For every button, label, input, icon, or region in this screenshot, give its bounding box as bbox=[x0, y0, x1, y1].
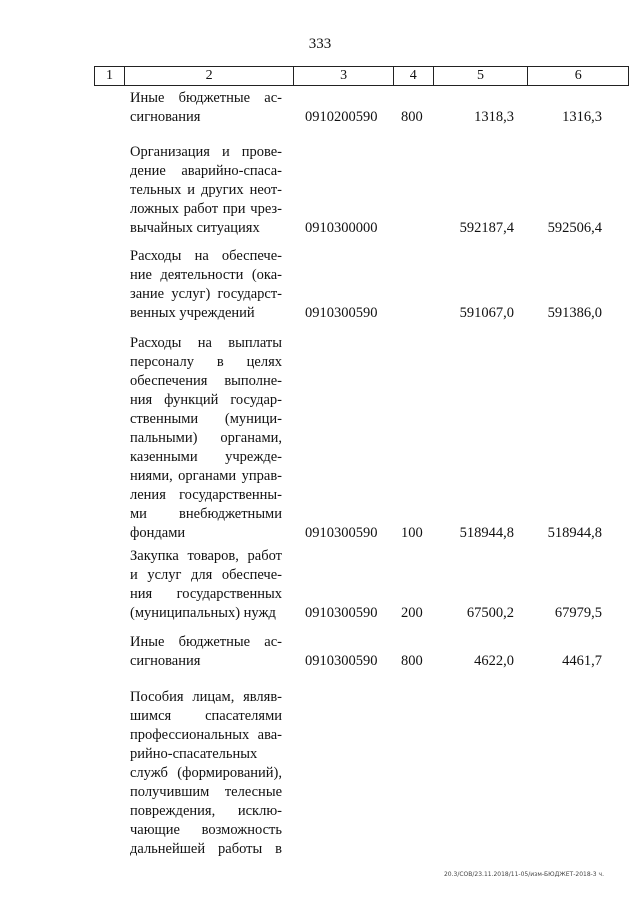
amount-col5: 591067,0 bbox=[459, 305, 514, 321]
description-line: чающие возможность bbox=[130, 822, 282, 838]
amount-col6: 518944,8 bbox=[547, 525, 602, 541]
header-col-2: 2 bbox=[125, 67, 294, 85]
description-line: Иные бюджетные ас- bbox=[130, 634, 282, 650]
expense-type: 100 bbox=[401, 525, 423, 541]
description-line: ления государственны- bbox=[130, 487, 282, 503]
description-line: рийно-спасательных bbox=[130, 746, 258, 762]
amount-col5: 592187,4 bbox=[459, 220, 514, 236]
row-description bbox=[130, 247, 282, 323]
header-col-4: 4 bbox=[394, 67, 434, 85]
amount-col6: 591386,0 bbox=[547, 305, 602, 321]
row-description bbox=[130, 143, 282, 238]
row-description bbox=[130, 688, 282, 859]
row-description bbox=[130, 633, 282, 671]
description-line: ми внебюджетными bbox=[130, 506, 282, 522]
document-footer-code: 20.3/СОВ/23.11.2018/11-05/изм-БЮДЖЕТ-2018-3 ч. bbox=[443, 871, 604, 878]
description-line: Закупка товаров, работ bbox=[130, 548, 282, 564]
header-col-6: 6 bbox=[574, 68, 582, 83]
description-line: ниями, органами управ- bbox=[130, 468, 282, 484]
expense-type: 800 bbox=[401, 109, 423, 125]
description-line: тельных и других неот- bbox=[130, 182, 282, 198]
description-line: дальнейшей работы в bbox=[130, 841, 282, 857]
row-description bbox=[130, 89, 282, 127]
page-number: 333 bbox=[308, 36, 332, 52]
description-line: сигнования bbox=[130, 109, 201, 125]
row-description bbox=[130, 334, 282, 543]
amount-col6: 4461,7 bbox=[562, 653, 602, 669]
description-line: казенными учрежде- bbox=[130, 449, 282, 465]
description-line: фондами bbox=[130, 525, 186, 541]
description-line: обеспечения выполне- bbox=[130, 373, 282, 389]
target-code: 0910300000 bbox=[305, 220, 378, 236]
description-line: и услуг для обеспече- bbox=[130, 567, 282, 583]
description-line: служб (формирований), bbox=[130, 765, 282, 781]
description-line: повреждения, исклю- bbox=[130, 803, 282, 819]
expense-type: 200 bbox=[401, 605, 423, 621]
description-line: Организация и прове- bbox=[130, 144, 282, 160]
description-line: ния функций государ- bbox=[130, 392, 282, 408]
amount-col6: 592506,4 bbox=[547, 220, 602, 236]
amount-col5: 1318,3 bbox=[474, 109, 514, 125]
header-col-5: 5 bbox=[434, 67, 529, 85]
description-line: ственными (муници- bbox=[130, 411, 282, 427]
description-line: пальными) органами, bbox=[130, 430, 282, 446]
target-code: 0910200590 bbox=[305, 109, 378, 125]
description-line: получившим телесные bbox=[130, 784, 282, 800]
description-line: ния государственных bbox=[130, 586, 282, 602]
description-line: ние деятельности (ока- bbox=[130, 267, 282, 283]
expense-type: 800 bbox=[401, 653, 423, 669]
description-line: шимся спасателями bbox=[130, 708, 282, 724]
header-col-3: 3 bbox=[294, 67, 394, 85]
description-line: Пособия лицам, являв- bbox=[130, 689, 282, 705]
amount-col5: 518944,8 bbox=[459, 525, 514, 541]
description-line: (муниципальных) нужд bbox=[130, 605, 276, 621]
amount-col6: 67979,5 bbox=[554, 605, 602, 621]
header-col-1: 1 bbox=[95, 67, 125, 85]
amount-col5: 4622,0 bbox=[474, 653, 514, 669]
table-header bbox=[94, 66, 629, 86]
description-line: вычайных ситуациях bbox=[130, 220, 260, 236]
target-code: 0910300590 bbox=[305, 525, 378, 541]
description-line: профессиональных ава- bbox=[130, 727, 282, 743]
amount-col6: 1316,3 bbox=[562, 109, 602, 125]
description-line: Иные бюджетные ас- bbox=[130, 90, 282, 106]
description-line: сигнования bbox=[130, 653, 201, 669]
description-line: персоналу в целях bbox=[130, 354, 282, 370]
target-code: 0910300590 bbox=[305, 605, 378, 621]
description-line: ложных работ при чрез- bbox=[130, 201, 282, 217]
target-code: 0910300590 bbox=[305, 653, 378, 669]
target-code: 0910300590 bbox=[305, 305, 378, 321]
description-line: венных учреждений bbox=[130, 305, 255, 321]
description-line: дение аварийно-спаса- bbox=[130, 163, 282, 179]
description-line: зание услуг) государст- bbox=[130, 286, 282, 302]
description-line: Расходы на выплаты bbox=[130, 335, 282, 351]
row-description bbox=[130, 547, 282, 623]
description-line: Расходы на обеспече- bbox=[130, 248, 282, 264]
amount-col5: 67500,2 bbox=[466, 605, 514, 621]
